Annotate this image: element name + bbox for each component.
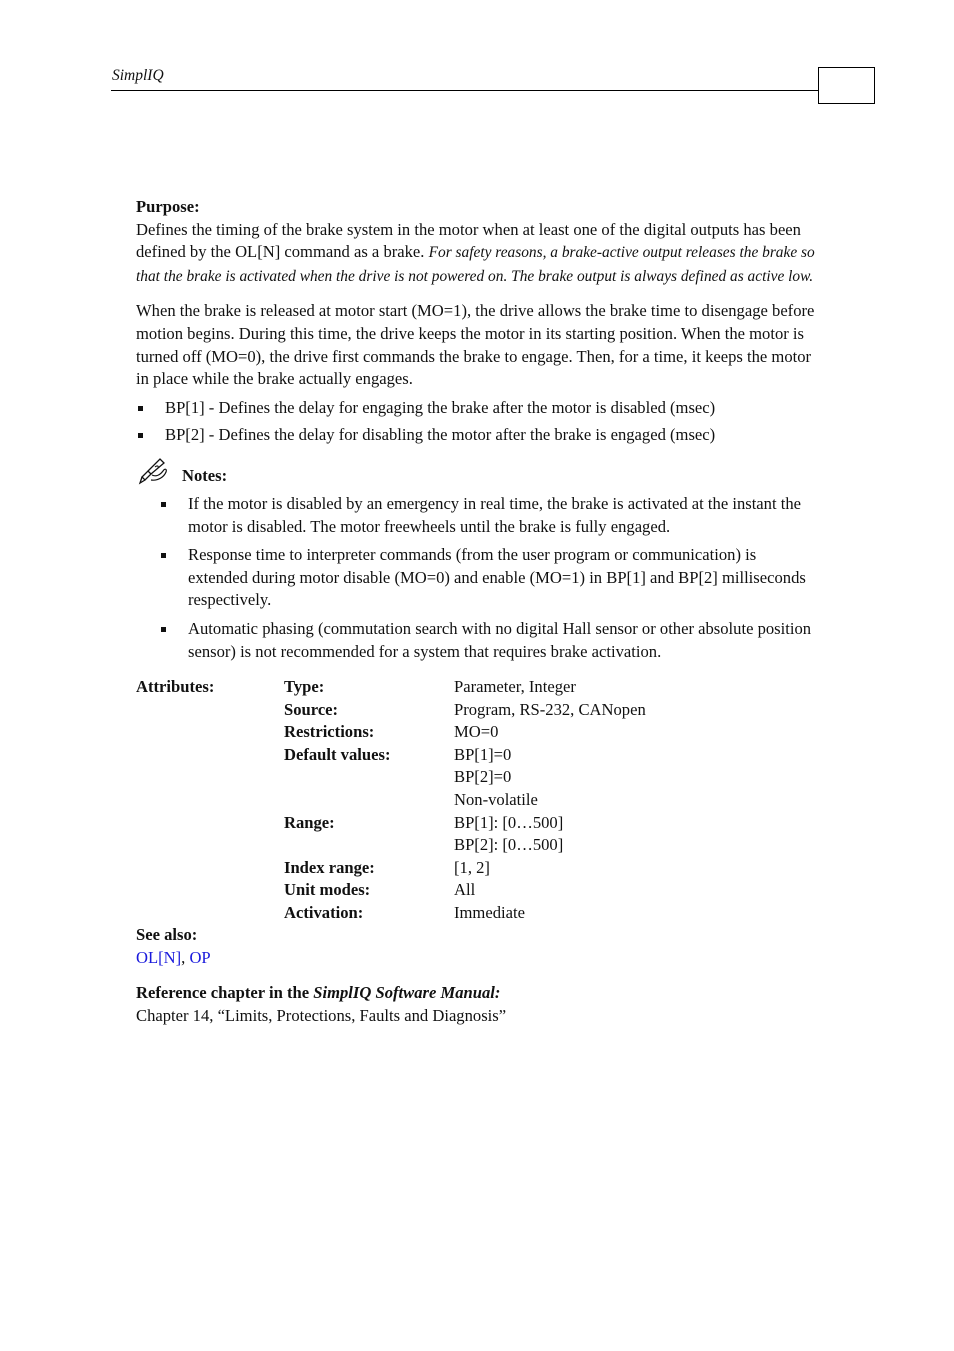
attr-value: [1, 2] [454, 857, 490, 877]
note-item-1: If the motor is disabled by an emergency in real time, the brake is activated at the instant the motor is disabled. The motor freewheels until the brake is fully engaged. [136, 493, 816, 538]
bp-bullet-1: BP[1] - Defines the delay for engaging the brake after the motor is disabled (msec) [136, 397, 816, 420]
reference-manual-title: SimplIQ Software Manual: [313, 983, 501, 1003]
header-rule [111, 90, 818, 91]
notes-list [136, 493, 816, 663]
see-also-section [136, 924, 816, 969]
attr-value: Parameter, Integer [454, 677, 576, 697]
purpose-main-text: Defines the timing of the brake system in the motor when at least one of the digital outputs has been defined by the OL[N] command as a brake. [136, 219, 801, 262]
bp-bullet-2: BP[2] - Defines the delay for disabling the motor after the brake is engaged (msec) [136, 424, 816, 447]
header-title: SimplIQ [112, 67, 164, 84]
link-op[interactable]: OP [189, 947, 211, 967]
link-ol-n[interactable]: OL[N] [136, 947, 182, 967]
attr-key: Range: [284, 812, 335, 832]
attr-key: Type: [284, 677, 325, 697]
page-number-box [818, 67, 875, 104]
link-separator: , [181, 947, 190, 967]
attr-key: Activation: [284, 903, 364, 923]
attributes-table [136, 676, 816, 923]
bp-bullet-list [136, 397, 816, 447]
attr-key: Restrictions: [284, 722, 375, 742]
attr-value: BP[2]=0 [454, 767, 512, 787]
note-item-3: Automatic phasing (commutation search with no digital Hall sensor or other absolute position sensor) is not recommended for a system that requires brake activation. [136, 618, 816, 663]
purpose-safety-note: For safety reasons, a brake-active output releases the brake so that the brake is activated when the drive is not powered on. The brake output is always defined as active low. [136, 244, 815, 285]
notes-header [136, 463, 816, 493]
purpose-heading: Purpose: [136, 197, 200, 216]
reference-heading [136, 982, 816, 1005]
attr-value: All [454, 880, 476, 900]
reference-chapter: Chapter 14, “Limits, Protections, Faults and Diagnosis” [136, 1005, 507, 1025]
see-also-links [136, 947, 816, 970]
reference-heading-prefix: Reference chapter in the [136, 983, 314, 1003]
reference-section [136, 982, 816, 1027]
attr-key: Source: [284, 699, 339, 719]
attr-value: BP[2]: [0…500] [454, 835, 564, 855]
attr-value: Immediate [454, 903, 525, 923]
attr-value: BP[1]: [0…500] [454, 812, 564, 832]
attributes-label: Attributes: [136, 677, 215, 697]
pencil-hand-icon [138, 455, 170, 485]
attr-value: Non-volatile [454, 790, 538, 810]
see-also-heading: See also: [136, 925, 198, 945]
note-item-2: Response time to interpreter commands (from the user program or communication) is extended during motor disable (MO=0) and enable (MO=1) in BP[1] and BP[2] milliseconds respectively. [136, 544, 816, 612]
attr-key: Index range: [284, 857, 375, 877]
page-content [136, 196, 816, 1027]
attr-value: BP[1]=0 [454, 744, 512, 764]
purpose-text [136, 219, 816, 289]
attr-value: MO=0 [454, 722, 499, 742]
notes-heading: Notes: [182, 465, 228, 485]
attr-key: Unit modes: [284, 880, 371, 900]
purpose-paragraph-2: When the brake is released at motor start (MO=1), the drive allows the brake time to disengage before motion begins. During this time, the drive keeps the motor in its starting position. When the motor is turned off (MO=0), the drive first commands the brake to engage. Then, for a time, it keeps the motor in place while the brake actually engages. [136, 301, 815, 389]
attr-value: Program, RS-232, CANopen [454, 699, 646, 719]
attr-key: Default values: [284, 744, 391, 764]
